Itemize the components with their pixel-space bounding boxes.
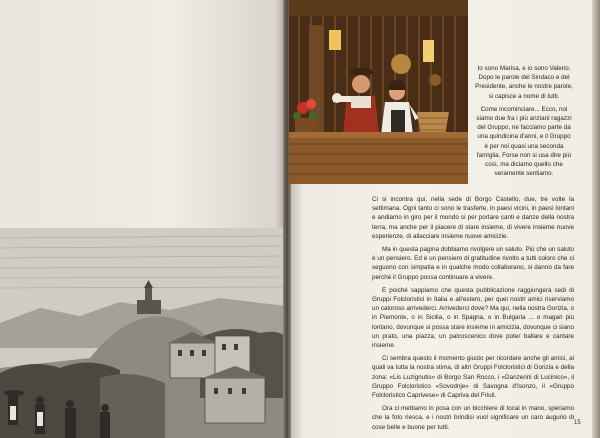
page-number: 15 xyxy=(574,420,581,426)
body-paragraph: Ma in questa pagina dobbiamo rivolgere un saluto. Più che un saluto è un pensiero. Ed è un pensiero di gratitudine rivolto a tutti coloro che ci seguono con simpatia e in qualche modo collaborano, si danno da fare perché il Gruppo possa continuare a vivere. xyxy=(372,246,574,281)
body-paragraph: Ci sembra questo il momento giusto per ricordare anche gli amici, ai quali va tutta la nostra stima, di altri Gruppi Folcloristici di Gorizia e della zona: «Lis Luzignutis» di Borgo San Rocco, i «Danzerini di Lucinico», il Gruppo Folcloristico «Sovodnje» di Savogna d'Isonzo, il «Gruppo Folcloristico Caprivese» di Capriva del Friuli. xyxy=(372,355,574,400)
landscape-engraving xyxy=(0,228,286,438)
left-page xyxy=(0,0,287,438)
body-paragraph: E poiché sappiamo che questa pubblicazione raggiungerà sedi di Gruppi Folcloristici in Italia e all'estero, per quei nostri amici riserviamo un caloroso arrivederci. Arrivederci dove? Ma qui, nella nostra Gorizia, o in Piemonte, o in Sicilia, o in Spagna, o in Bulgaria ... o magari più lontano, dovunque si possa stare insieme in amicizia, dovunque ci siano un prato, una piazza, un palcoscenico dove poter ballare e cantare insieme. xyxy=(372,286,574,350)
page-edge xyxy=(592,0,600,438)
intro-paragraph: Come incominciare... Ecco, noi siamo due fra i più anziani ragazzi del Gruppo, ne facciamo parte da una quindicina d'anni, e il Gruppo è per noi quasi una seconda famiglia. Forse non si usa dire più così, ma diciamo quello che veramente sentiamo. xyxy=(476,105,572,178)
main-text-column xyxy=(372,195,574,436)
body-paragraph: Ci si incontra qui, nella sede di Borgo Castello, due, tre volte la settimana. Ogni tanto ci sono le trasferte, in paesi vicini, in paesi lontani e andiamo in giro per il mondo si per portare canti e danze della nostra terra, ma anche per il piacere di stare insieme, di vivere insieme nuove esperienze, di allacciare insieme nuove amicizie. xyxy=(372,196,574,240)
intro-paragraph: Io sono Marisa, e io sono Valerio. Dopo le parole del Sindaco e del Presidente, anche le nostre parole, si capisce a nome di tutti. xyxy=(475,65,573,100)
tavern-photo xyxy=(289,0,468,184)
body-paragraph: Ora ci mettiamo in posa con un bicchiere di tocai in mano, speriamo che la foto riesca, e i nostri brindisi vuol significare un caro augurio di cose belle e buone per tutti. xyxy=(372,405,574,431)
intro-column xyxy=(475,64,573,182)
